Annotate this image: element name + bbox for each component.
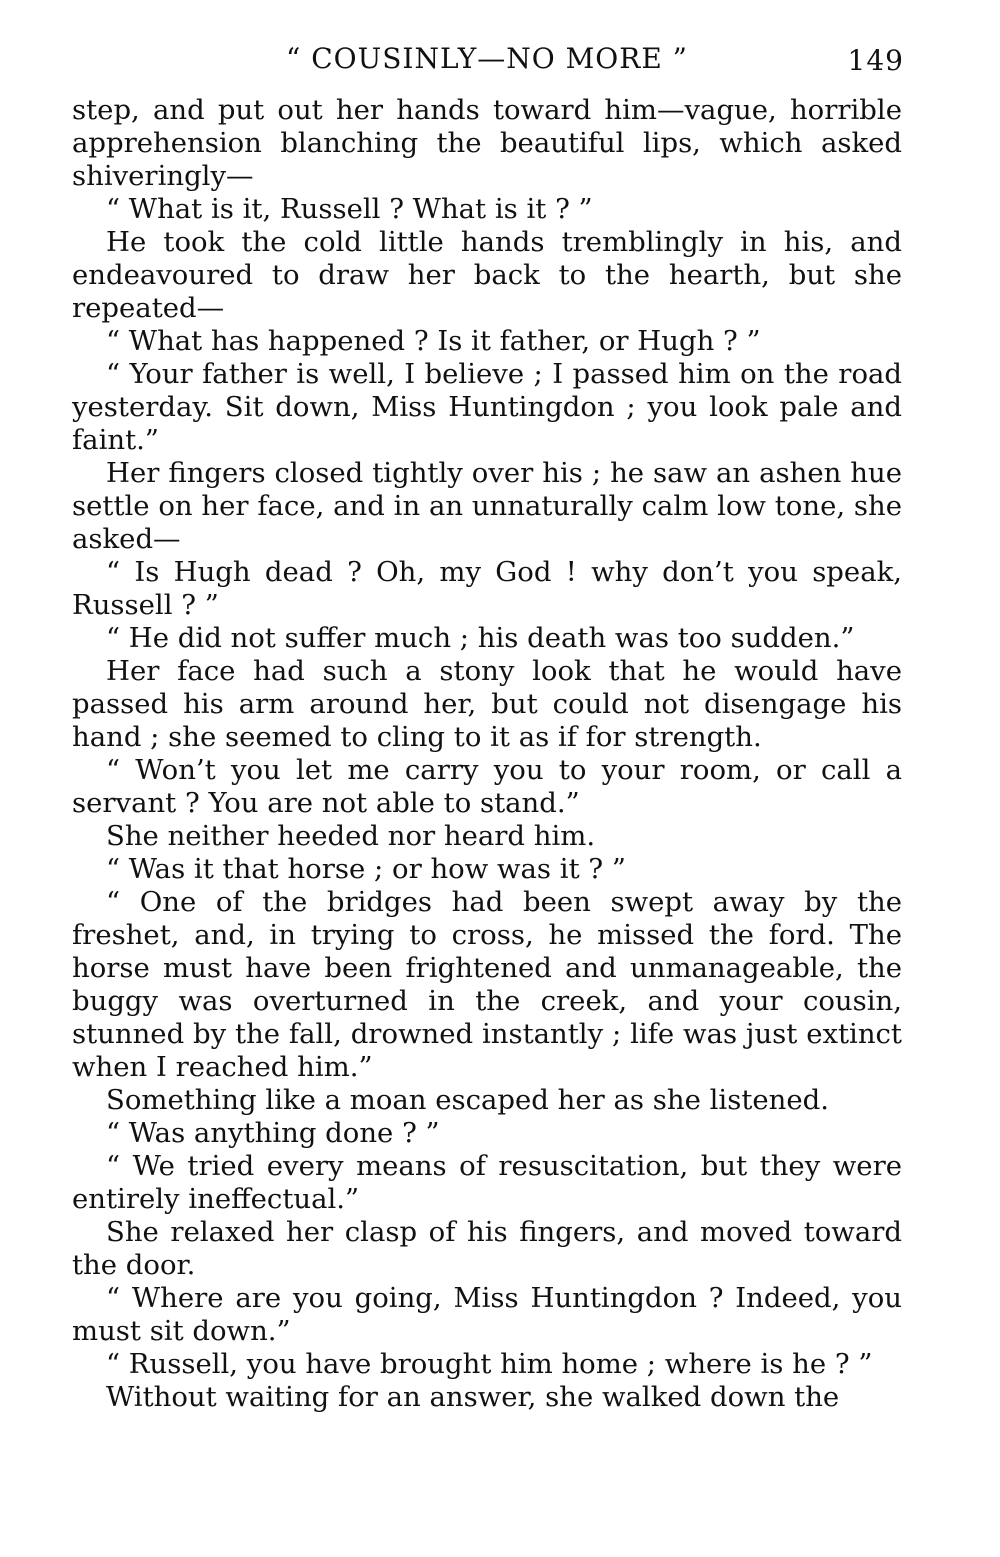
paragraph: “ Russell, you have brought him home ; where is he ? ” (106, 1348, 873, 1380)
paragraph: “ Is Hugh dead ? Oh, my God ! why don’t you speak, Russell ? ” (72, 556, 902, 621)
page-number: 149 (847, 44, 904, 77)
paragraph: “ One of the bridges had been swept away by the freshet, and, in trying to cross, he missed the ford. The horse must have been frightened and unmanageable, the buggy was overturned in the creek, and your cousin, stunned by the fall, drowned instantly ; life was just extinct when I reached him.” (72, 886, 902, 1083)
paragraph: “ Was anything done ? ” (106, 1117, 440, 1149)
paragraph: step, and put out her hands toward him—vague, horrible apprehension blanching the beautiful lips, which asked shiveringly— (72, 94, 902, 192)
paragraph: She relaxed her clasp of his fingers, and moved toward the door. (72, 1216, 902, 1281)
body-text (72, 94, 902, 1414)
paragraph: “ We tried every means of resuscitation, but they were entirely ineffectual.” (72, 1150, 902, 1215)
running-head (72, 40, 902, 84)
running-title: “ COUSINLY—NO MORE ” (286, 42, 688, 75)
paragraph: Her face had such a stony look that he would have passed his arm around her, but could not disengage his hand ; she seemed to cling to it as if for strength. (72, 655, 902, 753)
paragraph: Her fingers closed tightly over his ; he saw an ashen hue settle on her face, and in an unnaturally calm low tone, she asked— (72, 457, 902, 555)
paragraph: “ Where are you going, Miss Huntingdon ? Indeed, you must sit down.” (72, 1282, 902, 1347)
paragraph: “ Your father is well, I believe ; I passed him on the road yesterday. Sit down, Miss Huntingdon ; you look pale and faint.” (72, 358, 902, 456)
paragraph: He took the cold little hands tremblingly in his, and endeavoured to draw her back to the hearth, but she repeated— (72, 226, 902, 324)
paragraph: “ Was it that horse ; or how was it ? ” (106, 853, 626, 885)
book-page (72, 40, 902, 1414)
paragraph: Something like a moan escaped her as she listened. (106, 1084, 829, 1116)
paragraph: “ What is it, Russell ? What is it ? ” (106, 193, 593, 225)
paragraph: “ Won’t you let me carry you to your room, or call a servant ? You are not able to stand.” (72, 754, 902, 819)
paragraph: She neither heeded nor heard him. (106, 820, 596, 852)
paragraph: “ What has happened ? Is it father, or Hugh ? ” (106, 325, 761, 357)
paragraph: “ He did not suffer much ; his death was too sudden.” (106, 622, 855, 654)
paragraph: Without waiting for an answer, she walked down the (106, 1381, 840, 1413)
